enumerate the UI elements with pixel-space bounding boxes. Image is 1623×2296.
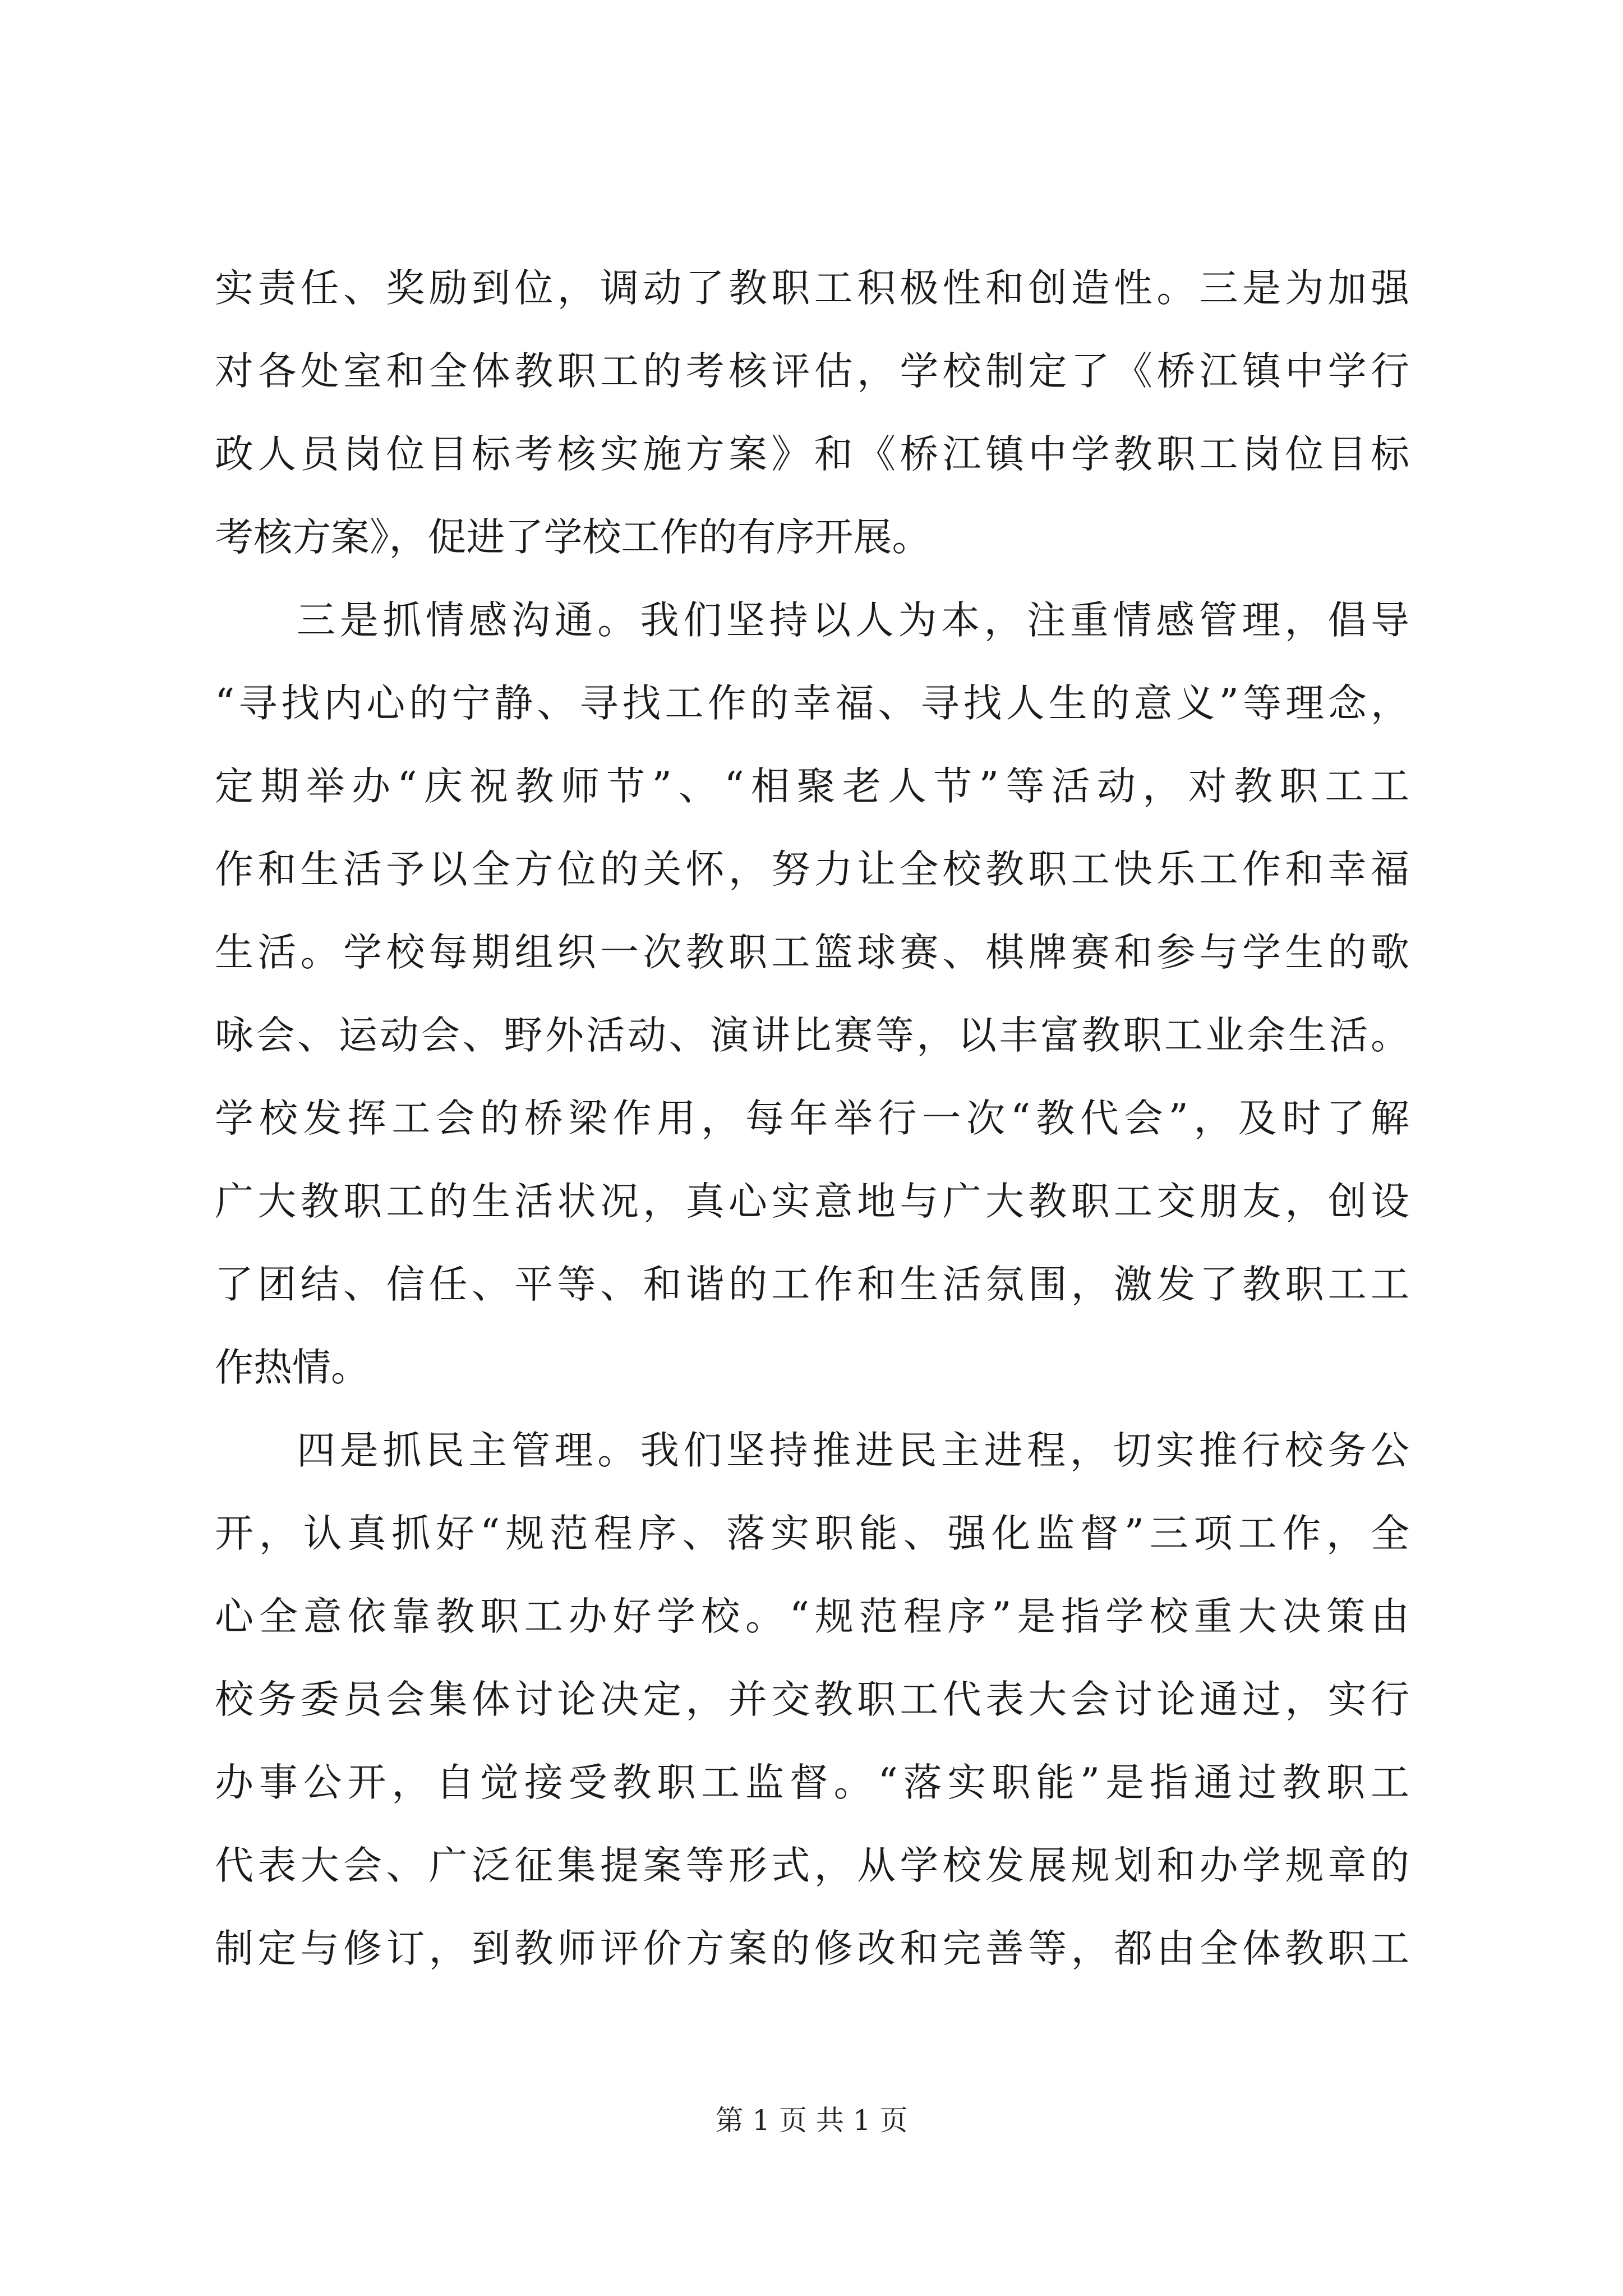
text-line: 广大教职工的生活状况，真心实意地与广大教职工交朋友，创设 — [215, 1179, 1409, 1224]
text-line: 对各处室和全体教职工的考核评估，学校制定了《桥江镇中学行 — [215, 349, 1409, 394]
text-line: 心全意依靠教职工办好学校。“规范程序”是指学校重大决策由 — [215, 1594, 1409, 1639]
paragraph — [215, 579, 1409, 1409]
text-line: 了团结、信任、平等、和谐的工作和生活氛围，激发了教职工工 — [215, 1262, 1409, 1307]
document-body — [215, 247, 1409, 1990]
text-line: 三是抓情感沟通。我们坚持以人为本，注重情感管理，倡导 — [297, 598, 1409, 643]
paragraph — [215, 1409, 1409, 1990]
text-line: 生活。学校每期组织一次教职工篮球赛、棋牌赛和参与学生的歌 — [215, 930, 1409, 975]
text-line: 实责任、奖励到位，调动了教职工积极性和创造性。三是为加强 — [215, 266, 1409, 311]
text-line: 作热情。 — [215, 1345, 370, 1390]
text-line: 开，认真抓好“规范程序、落实职能、强化监督”三项工作，全 — [215, 1511, 1409, 1556]
text-line: 考核方案》，促进了学校工作的有序开展。 — [215, 515, 931, 560]
text-line: 校务委员会集体讨论决定，并交教职工代表大会讨论通过，实行 — [215, 1677, 1409, 1722]
text-line: 学校发挥工会的桥梁作用，每年举行一次“教代会”，及时了解 — [215, 1096, 1409, 1141]
text-line: 咏会、运动会、野外活动、演讲比赛等，以丰富教职工业余生活。 — [215, 1013, 1409, 1058]
page-footer — [0, 2101, 1623, 2140]
text-line: 办事公开，自觉接受教职工监督。“落实职能”是指通过教职工 — [215, 1760, 1409, 1805]
text-line: 四是抓民主管理。我们坚持推进民主进程，切实推行校务公 — [297, 1428, 1409, 1473]
text-line: 制定与修订，到教师评价方案的修改和完善等，都由全体教职工 — [215, 1926, 1409, 1971]
page-number-label: 第 1 页 共 1 页 — [715, 2104, 908, 2137]
text-line: 作和生活予以全方位的关怀，努力让全校教职工快乐工作和幸福 — [215, 847, 1409, 892]
text-line: 定期举办“庆祝教师节”、“相聚老人节”等活动，对教职工工 — [215, 764, 1409, 809]
paragraph — [215, 247, 1409, 579]
text-line: 政人员岗位目标考核实施方案》和《桥江镇中学教职工岗位目标 — [215, 432, 1409, 477]
text-line: “寻找内心的宁静、寻找工作的幸福、寻找人生的意义”等理念， — [215, 681, 1409, 726]
text-line: 代表大会、广泛征集提案等形式，从学校发展规划和办学规章的 — [215, 1843, 1409, 1888]
